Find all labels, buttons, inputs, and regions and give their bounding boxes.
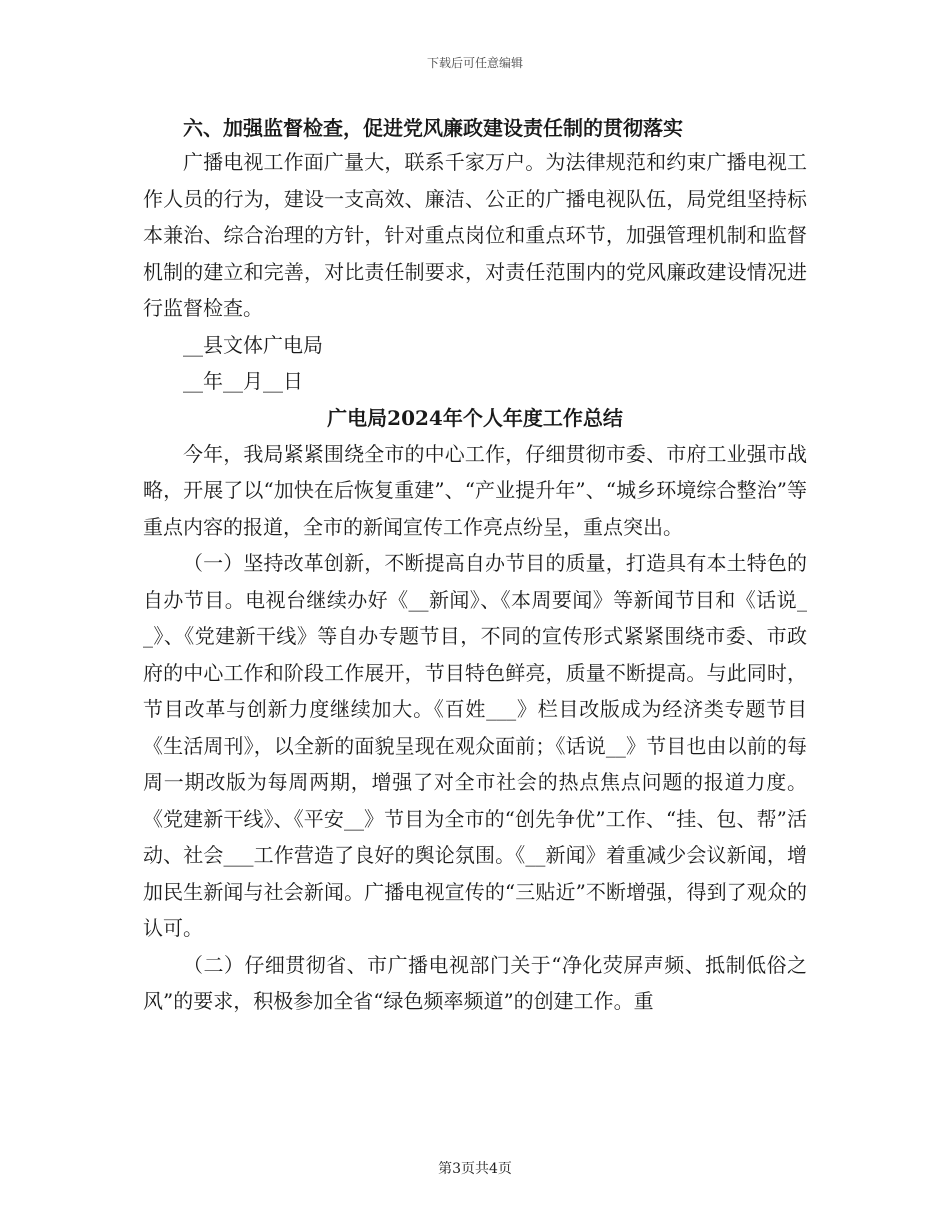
point-two-paragraph: （二）仔细贯彻省、市广播电视部门关于“净化荧屏声频、抵制低俗之风”的要求，积极参加全省“绿色频率频道”的创建工作。重 [143, 952, 807, 1013]
document-title: 广电局2024年个人年度工作总结 [327, 405, 623, 430]
date-line: __年__月__日 [183, 369, 303, 393]
point-one-paragraph: （一）坚持改革创新，不断提高自办节目的质量，打造具有本土特色的自办节目。电视台继续办好《__新闻》、《本周要闻》等新闻节目和《话说__》、《党建新干线》等自办专题节目，不同的宣传形式紧紧围绕市委、市政府的中心工作和阶段工作展开，节目特色鲜亮，质量不断提高。与此同时，节目改革与创新力度继续加大。《百姓___》栏目改版成为经济类专题节目《生活周刊》，以全新的面貌呈现在观众面前；《话说__》节目也由以前的每周一期改版为每周两期，增强了对全市社会的热点焦点问题的报道力度。《党建新干线》、《平安__》节目为全市的“创先争优”工作、“挂、包、帮”活动、社会___工作营造了良好的舆论氛围。《__新闻》着重减少会议新闻，增加民生新闻与社会新闻。广播电视宣传的“三贴近”不断增强，得到了观众的认可。 [143, 551, 807, 940]
document-body [143, 112, 807, 1020]
page-header-note: 下载后可任意编辑 [426, 56, 523, 70]
intro-paragraph: 今年，我局紧紧围绕全市的中心工作，仔细贯彻市委、市府工业强市战略，开展了以“加快在后恢复重建”、“产业提升年”、“城乡环境综合整治”等重点内容的报道，全市的新闻宣传工作亮点纷呈，重点突出。 [143, 441, 807, 539]
page-footer: 第3页共4页 [438, 1161, 512, 1177]
signature-line: __县文体广电局 [183, 332, 323, 357]
section-heading: 六、加强监督检查，促进党风廉政建设责任制的贯彻落实 [183, 116, 683, 140]
section-paragraph: 广播电视工作面广量大，联系千家万户。为法律规范和约束广播电视工作人员的行为，建设一支高效、廉洁、公正的广播电视队伍，局党组坚持标本兼治、综合治理的方针，针对重点岗位和重点环节，加强管理机制和监督机制的建立和完善，对比责任制要求，对责任范围内的党风廉政建设情况进行监督检查。 [143, 150, 807, 320]
